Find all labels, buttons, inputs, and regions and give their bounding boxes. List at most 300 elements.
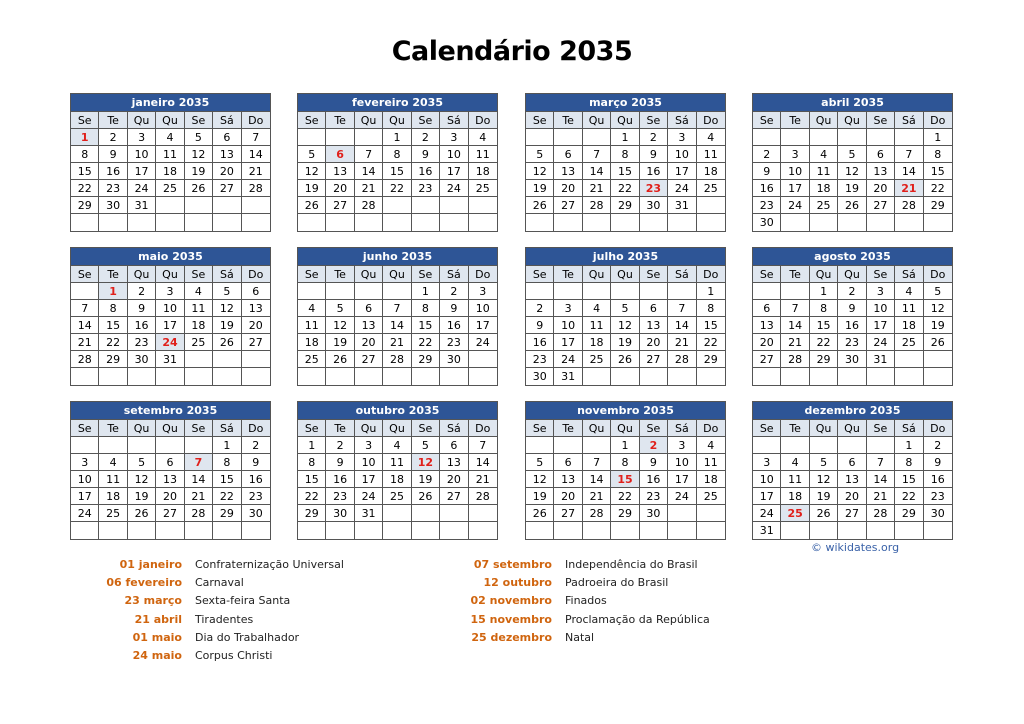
day-cell: 25 [298,351,326,368]
day-cell: 10 [440,146,468,163]
weekday-header: Qu [810,420,838,437]
day-cell: 29 [924,197,952,214]
day-cell: 26 [326,351,354,368]
holiday-list-right [0,556,800,647]
empty-day-cell [326,522,354,539]
empty-day-cell [298,214,326,231]
empty-day-cell [156,197,184,214]
day-cell: 15 [697,317,725,334]
day-cell: 18 [469,163,497,180]
day-cell: 26 [298,197,326,214]
day-cell: 3 [668,437,696,454]
holiday-day-cell: 21 [895,180,923,197]
day-cell: 2 [99,129,127,146]
day-cell: 31 [128,197,156,214]
day-cell: 6 [554,454,582,471]
weekday-header: Se [867,112,895,129]
day-cell: 26 [526,197,554,214]
weekday-header: Se [753,420,781,437]
day-cell: 13 [867,163,895,180]
empty-day-cell [213,522,241,539]
day-cell: 11 [99,471,127,488]
empty-day-cell [412,522,440,539]
weekday-header: Qu [383,112,411,129]
empty-day-cell [469,522,497,539]
day-cell: 8 [383,146,411,163]
empty-day-cell [185,197,213,214]
day-cell: 17 [156,317,184,334]
month-title: abril 2035 [753,94,952,112]
weekday-header: Te [554,112,582,129]
day-cell: 24 [867,334,895,351]
day-cell: 2 [753,146,781,163]
empty-day-cell [668,214,696,231]
empty-day-cell [753,283,781,300]
empty-day-cell [611,214,639,231]
empty-day-cell [156,214,184,231]
empty-day-cell [526,129,554,146]
day-cell: 21 [469,471,497,488]
weekday-header: Do [469,112,497,129]
empty-day-cell [895,129,923,146]
day-cell: 24 [469,334,497,351]
day-cell: 18 [781,488,809,505]
day-cell: 12 [526,471,554,488]
day-cell: 8 [611,454,639,471]
day-cell: 15 [611,163,639,180]
day-cell: 6 [554,146,582,163]
empty-day-cell [355,214,383,231]
day-cell: 7 [469,437,497,454]
month-calendar [297,401,498,540]
empty-day-cell [383,214,411,231]
weekday-header: Qu [838,420,866,437]
day-cell: 18 [697,163,725,180]
holiday-row [0,647,400,665]
day-cell: 22 [810,334,838,351]
day-cell: 11 [697,146,725,163]
day-cell: 19 [924,317,952,334]
day-cell: 30 [753,214,781,231]
day-cell: 10 [781,163,809,180]
weekday-header: Se [640,266,668,283]
day-cell: 23 [99,180,127,197]
day-cell: 4 [697,129,725,146]
holiday-date: 21 abril [134,612,182,626]
day-cell: 2 [128,283,156,300]
day-cell: 22 [697,334,725,351]
day-cell: 8 [412,300,440,317]
day-cell: 31 [867,351,895,368]
empty-day-cell [99,214,127,231]
day-cell: 26 [838,197,866,214]
day-cell: 5 [326,300,354,317]
weekday-header: Se [185,420,213,437]
holiday-date: 15 novembro [470,612,552,626]
empty-day-cell [185,368,213,385]
weekday-header: Se [185,266,213,283]
holiday-name: Confraternização Universal [195,558,344,571]
empty-day-cell [781,437,809,454]
day-cell: 30 [99,197,127,214]
weekday-header: Sá [895,266,923,283]
day-cell: 23 [838,334,866,351]
day-cell: 24 [753,505,781,522]
weekday-header: Qu [611,112,639,129]
day-cell: 8 [895,454,923,471]
day-cell: 28 [668,351,696,368]
day-cell: 27 [867,197,895,214]
empty-day-cell [242,368,270,385]
holiday-day-cell: 1 [99,283,127,300]
month-calendar [752,247,953,386]
weekday-header: Qu [156,420,184,437]
day-cell: 23 [924,488,952,505]
day-cell: 14 [469,454,497,471]
day-cell: 31 [668,197,696,214]
weekday-header: Te [326,266,354,283]
weekday-header: Qu [355,112,383,129]
empty-day-cell [895,214,923,231]
weekday-header: Qu [810,266,838,283]
holiday-name: Natal [565,630,595,644]
empty-day-cell [867,214,895,231]
day-cell: 15 [383,163,411,180]
empty-day-cell [611,283,639,300]
day-cell: 13 [355,317,383,334]
day-cell: 24 [554,351,582,368]
day-cell: 6 [753,300,781,317]
day-cell: 25 [583,351,611,368]
day-cell: 10 [469,300,497,317]
day-cell: 19 [526,488,554,505]
day-cell: 20 [440,471,468,488]
empty-day-cell [554,129,582,146]
day-cell: 30 [242,505,270,522]
day-cell: 16 [753,180,781,197]
day-cell: 17 [753,488,781,505]
day-cell: 15 [71,163,99,180]
day-cell: 29 [71,197,99,214]
holiday-name: Dia do Trabalhador [195,630,300,644]
day-cell: 25 [469,180,497,197]
day-cell: 18 [583,334,611,351]
holiday-date: 24 maio [132,648,182,662]
day-cell: 14 [355,163,383,180]
day-cell: 30 [326,505,354,522]
day-cell: 26 [185,180,213,197]
empty-day-cell [326,129,354,146]
empty-day-cell [469,351,497,368]
empty-day-cell [583,437,611,454]
empty-day-cell [753,437,781,454]
day-cell: 23 [526,351,554,368]
day-cell: 1 [924,129,952,146]
weekday-header: Qu [355,266,383,283]
day-cell: 27 [355,351,383,368]
day-cell: 18 [156,163,184,180]
weekday-header: Sá [213,112,241,129]
day-cell: 18 [298,334,326,351]
month-title: novembro 2035 [526,402,725,420]
empty-day-cell [611,368,639,385]
empty-day-cell [668,522,696,539]
day-cell: 9 [753,163,781,180]
empty-day-cell [697,522,725,539]
weekday-header: Te [554,420,582,437]
empty-day-cell [838,129,866,146]
empty-day-cell [668,283,696,300]
day-cell: 9 [640,146,668,163]
weekday-header: Do [697,420,725,437]
day-cell: 1 [810,283,838,300]
weekday-header: Te [781,266,809,283]
page-title: Calendário 2035 [391,36,633,67]
day-cell: 4 [583,300,611,317]
empty-day-cell [156,437,184,454]
empty-day-cell [412,505,440,522]
day-cell: 10 [554,317,582,334]
day-cell: 10 [128,146,156,163]
day-cell: 18 [697,471,725,488]
empty-day-cell [383,197,411,214]
day-cell: 2 [838,283,866,300]
weekday-header: Do [697,266,725,283]
day-cell: 18 [810,180,838,197]
empty-day-cell [469,505,497,522]
day-cell: 10 [753,471,781,488]
empty-day-cell [412,368,440,385]
holiday-day-cell: 25 [781,505,809,522]
day-cell: 8 [213,454,241,471]
day-cell: 18 [895,317,923,334]
empty-day-cell [213,368,241,385]
day-cell: 7 [355,146,383,163]
day-cell: 17 [554,334,582,351]
weekday-header: Do [242,420,270,437]
empty-day-cell [128,437,156,454]
weekday-header: Sá [440,266,468,283]
day-cell: 12 [924,300,952,317]
holiday-date: 23 março [124,594,182,608]
empty-day-cell [554,283,582,300]
weekday-header: Te [99,112,127,129]
weekday-header: Se [412,266,440,283]
day-cell: 28 [781,351,809,368]
empty-day-cell [326,368,354,385]
day-cell: 11 [469,146,497,163]
day-cell: 25 [185,334,213,351]
day-cell: 21 [71,334,99,351]
day-cell: 1 [383,129,411,146]
empty-day-cell [412,197,440,214]
empty-day-cell [156,522,184,539]
day-cell: 1 [611,129,639,146]
holiday-name: Corpus Christi [195,648,273,662]
day-cell: 22 [298,488,326,505]
day-cell: 31 [554,368,582,385]
empty-day-cell [583,214,611,231]
day-cell: 30 [640,197,668,214]
empty-day-cell [781,283,809,300]
day-cell: 27 [440,488,468,505]
day-cell: 16 [440,317,468,334]
empty-day-cell [640,214,668,231]
day-cell: 25 [99,505,127,522]
day-cell: 1 [697,283,725,300]
day-cell: 6 [355,300,383,317]
day-cell: 6 [213,129,241,146]
weekday-header: Se [412,112,440,129]
month-title: setembro 2035 [71,402,270,420]
holiday-row [0,592,800,610]
day-cell: 29 [810,351,838,368]
day-cell: 6 [242,283,270,300]
empty-day-cell [810,214,838,231]
day-cell: 15 [810,317,838,334]
day-cell: 30 [924,505,952,522]
day-cell: 5 [185,129,213,146]
day-cell: 15 [412,317,440,334]
day-cell: 20 [640,334,668,351]
day-cell: 15 [99,317,127,334]
day-cell: 16 [99,163,127,180]
day-cell: 4 [156,129,184,146]
weekday-header: Sá [440,420,468,437]
day-cell: 29 [412,351,440,368]
day-cell: 9 [412,146,440,163]
weekday-header: Te [554,266,582,283]
day-cell: 20 [355,334,383,351]
day-cell: 30 [526,368,554,385]
day-cell: 16 [412,163,440,180]
day-cell: 29 [895,505,923,522]
day-cell: 20 [753,334,781,351]
empty-day-cell [383,522,411,539]
day-cell: 19 [810,488,838,505]
empty-day-cell [554,437,582,454]
day-cell: 4 [99,454,127,471]
empty-day-cell [583,283,611,300]
day-cell: 19 [326,334,354,351]
empty-day-cell [781,214,809,231]
day-cell: 27 [640,351,668,368]
day-cell: 27 [753,351,781,368]
day-cell: 30 [640,505,668,522]
day-cell: 23 [326,488,354,505]
empty-day-cell [440,368,468,385]
day-cell: 2 [326,437,354,454]
empty-day-cell [867,368,895,385]
day-cell: 4 [298,300,326,317]
holiday-date: 02 novembro [470,594,552,608]
day-cell: 22 [611,180,639,197]
day-cell: 22 [383,180,411,197]
month-title: maio 2035 [71,248,270,266]
day-cell: 28 [185,505,213,522]
day-cell: 19 [526,180,554,197]
day-cell: 14 [71,317,99,334]
day-cell: 11 [781,471,809,488]
day-cell: 7 [668,300,696,317]
day-cell: 19 [185,163,213,180]
day-cell: 20 [838,488,866,505]
weekday-header: Se [526,112,554,129]
day-cell: 17 [867,317,895,334]
day-cell: 29 [213,505,241,522]
weekday-header: Se [867,420,895,437]
day-cell: 18 [383,471,411,488]
weekday-header: Qu [583,266,611,283]
empty-day-cell [583,129,611,146]
day-cell: 10 [355,454,383,471]
weekday-header: Qu [383,266,411,283]
empty-day-cell [213,351,241,368]
day-cell: 17 [668,471,696,488]
weekday-header: Se [753,112,781,129]
holiday-date: 12 outubro [483,576,552,590]
day-cell: 17 [355,471,383,488]
empty-day-cell [326,214,354,231]
weekday-header: Qu [128,112,156,129]
day-cell: 28 [242,180,270,197]
day-cell: 9 [526,317,554,334]
empty-day-cell [242,197,270,214]
weekday-header: Te [326,420,354,437]
day-cell: 18 [99,488,127,505]
day-cell: 6 [440,437,468,454]
day-cell: 16 [526,334,554,351]
empty-day-cell [924,368,952,385]
day-cell: 12 [526,163,554,180]
day-cell: 26 [924,334,952,351]
weekday-header: Qu [611,420,639,437]
day-cell: 23 [640,488,668,505]
weekday-header: Se [71,112,99,129]
empty-day-cell [99,437,127,454]
empty-day-cell [526,522,554,539]
day-cell: 21 [781,334,809,351]
day-cell: 13 [213,146,241,163]
day-cell: 17 [71,488,99,505]
day-cell: 8 [697,300,725,317]
footer-credit[interactable]: © wikidates.org [811,541,900,554]
day-cell: 7 [242,129,270,146]
weekday-header: Sá [895,420,923,437]
day-cell: 16 [326,471,354,488]
holiday-name: Padroeira do Brasil [565,576,669,590]
day-cell: 30 [838,351,866,368]
day-cell: 17 [781,180,809,197]
day-cell: 12 [298,163,326,180]
empty-day-cell [924,214,952,231]
empty-day-cell [810,522,838,539]
day-cell: 7 [71,300,99,317]
day-cell: 17 [469,317,497,334]
day-cell: 11 [583,317,611,334]
month-calendar [70,401,271,540]
empty-day-cell [838,437,866,454]
day-cell: 2 [412,129,440,146]
day-cell: 24 [128,180,156,197]
holiday-date: 25 dezembro [471,630,552,644]
day-cell: 20 [242,317,270,334]
day-cell: 29 [611,505,639,522]
empty-day-cell [781,522,809,539]
day-cell: 27 [554,197,582,214]
empty-day-cell [213,214,241,231]
day-cell: 20 [867,180,895,197]
